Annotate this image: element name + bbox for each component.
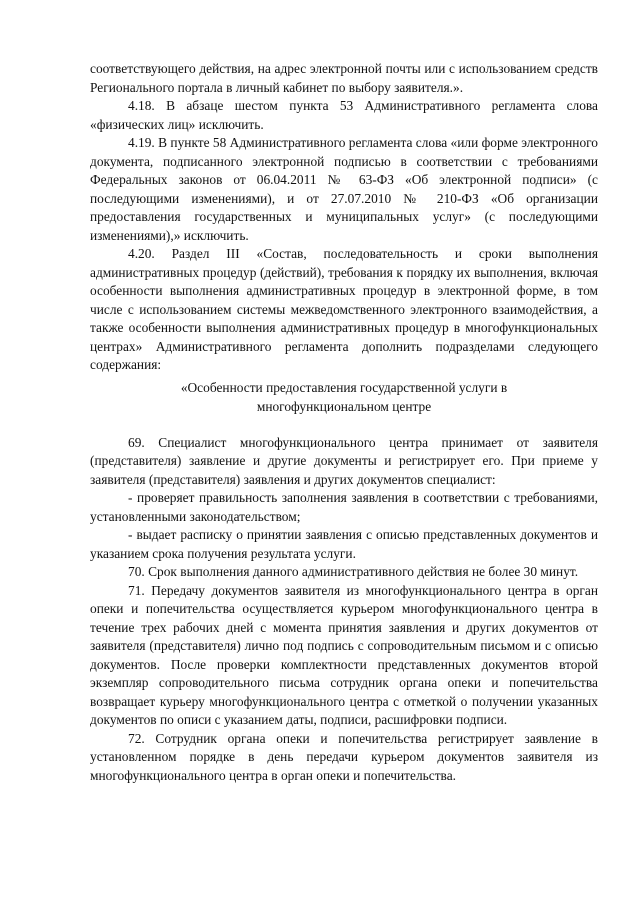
paragraph-71: 71. Передачу документов заявителя из многофункционального центра в орган опеки и попечительства осуществляется курьером многофункционального центра в течение трех рабочих дней с момента принятия заявления и других документов от заявителя (представителя) лично под подпись с сопроводительным письмом и с описью документов. После проверки комплектности представленных документов второй экземпляр сопроводительного письма сотрудник органа опеки и попечительства возвращает курьеру многофункционального центра с отметкой о получении указанных документов по описи с указанием даты, подписи, расшифровки подписи. <box>90 582 598 727</box>
document-page <box>90 60 598 785</box>
paragraph-intro-end: соответствующего действия, на адрес электронной почты или с использованием средств Регионального портала в личный кабинет по выбору заявителя.». <box>90 61 598 95</box>
paragraph-69-item-1: - проверяет правильность заполнения заявления в соответствии с требованиями, установленными законодательством; <box>90 490 598 524</box>
section-spacer <box>90 416 598 434</box>
section-heading <box>90 378 598 416</box>
paragraph-4-18: 4.18. В абзаце шестом пункта 53 Административного регламента слова «физических лиц» исключить. <box>90 98 598 132</box>
section-heading-line-1: «Особенности предоставления государственной услуги в <box>180 379 508 395</box>
paragraph-69-item-2: - выдает расписку о принятии заявления с описью представленных документов и указанием срока получения результата услуги. <box>90 527 598 561</box>
paragraph-72: 72. Сотрудник органа опеки и попечительства регистрирует заявление в установленном порядке в день передачи курьером документов заявителя из многофункционального центра в орган опеки и попечительства. <box>90 730 598 783</box>
paragraph-70: 70. Срок выполнения данного административного действия не более 30 минут. <box>128 564 579 579</box>
paragraph-4-20: 4.20. Раздел III «Состав, последовательность и сроки выполнения административных процедур (действий), требования к порядку их выполнения, включая особенности выполнения административных процедур в электронной форме, в том числе с использованием системы межведомственного электронного взаимодействия, а также особенности выполнения административных процедур в многофункциональных центрах» Административного регламента дополнить подразделами следующего содержания: <box>90 246 598 372</box>
paragraph-69: 69. Специалист многофункционального центра принимает от заявителя (представителя) заявление и другие документы и регистрирует его. При приеме у заявителя (представителя) заявления и других документов специалист: <box>90 434 598 487</box>
paragraph-4-19: 4.19. В пункте 58 Административного регламента слова «или форме электронного документа, подписанного электронной подписью в соответствии с требованиями Федеральных законов от 06.04.2011 № 63-ФЗ «Об электронной подписи» (с последующими изменениями), и от 27.07.2010 № 210-ФЗ «Об организации предоставления государственных и муниципальных услуг» (с последующими изменениями),» исключить. <box>90 135 598 243</box>
section-heading-line-2: многофункциональном центре <box>256 398 432 414</box>
